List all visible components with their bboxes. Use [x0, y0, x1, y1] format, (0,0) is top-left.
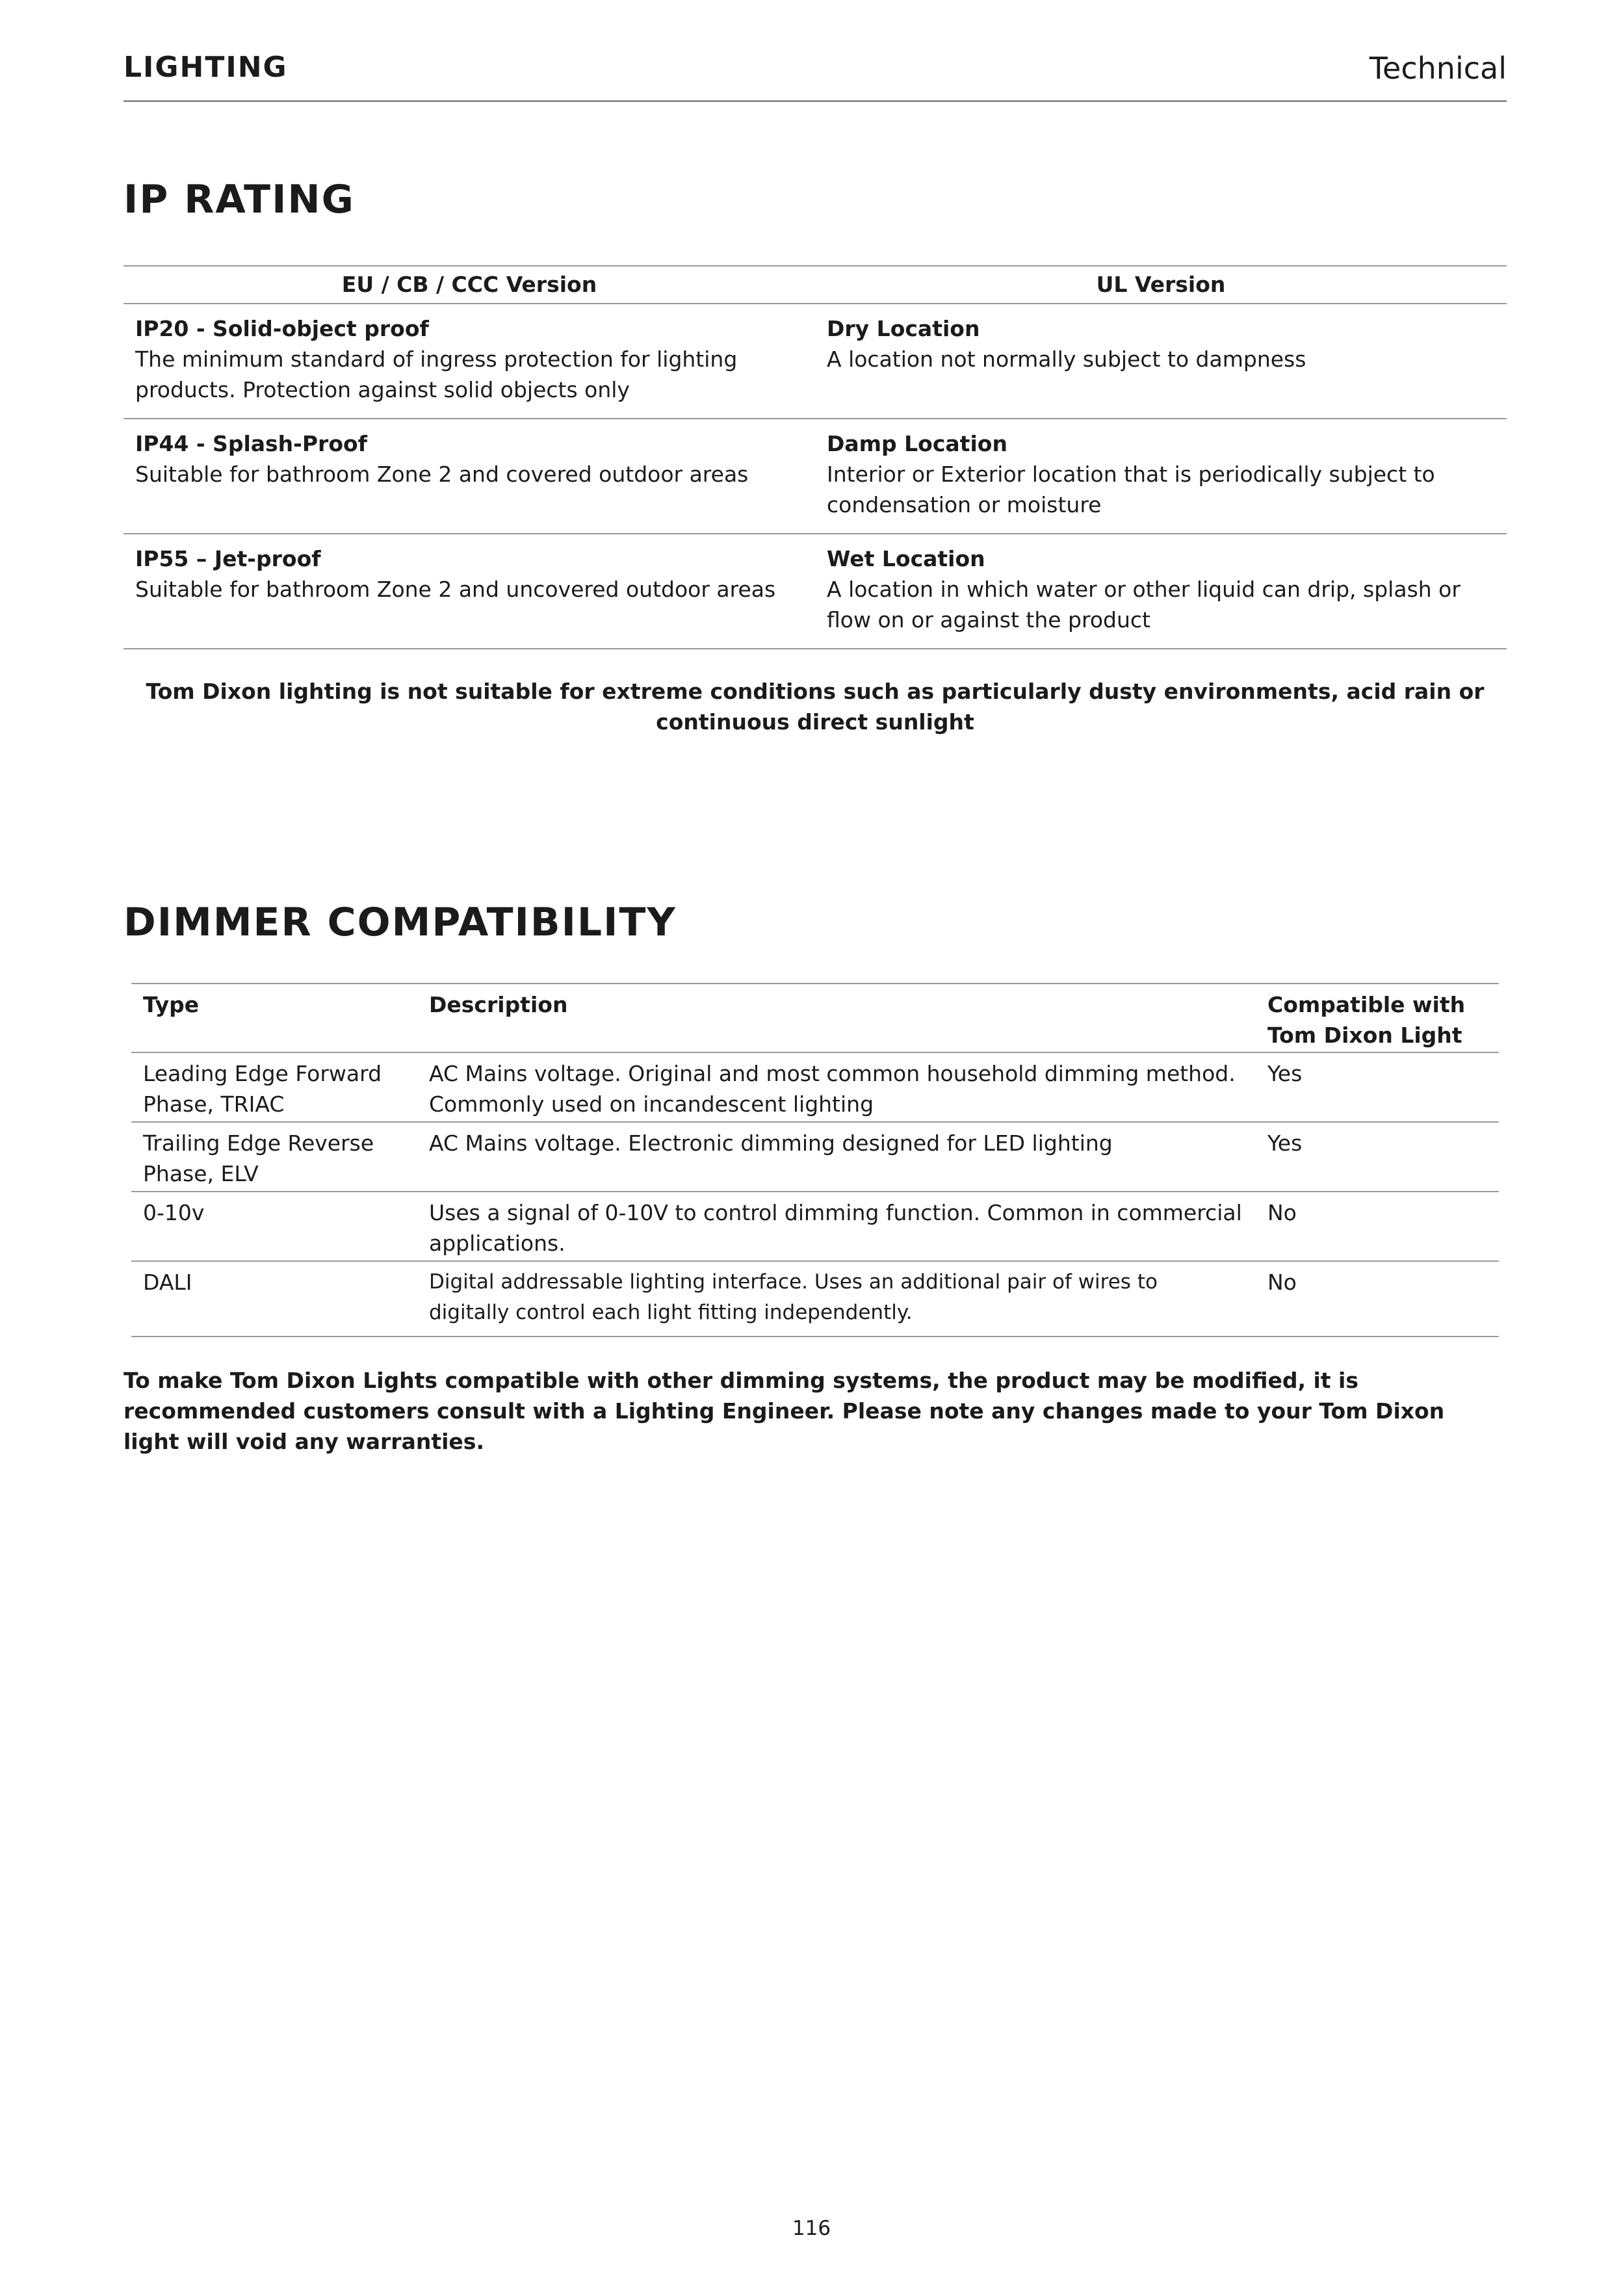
column-header-description: Description: [429, 992, 568, 1017]
page-number: 116: [792, 2217, 831, 2240]
table-row: [123, 534, 1507, 649]
ip-rating-title: IP RATING: [123, 177, 355, 222]
dimmer-table-header: [131, 984, 1499, 1053]
ip-table-header: [123, 267, 1507, 304]
table-row: [123, 304, 1507, 419]
type-cell: DALI: [143, 1270, 192, 1295]
compatible-cell: Yes: [1267, 1061, 1303, 1086]
compatible-cell: No: [1267, 1270, 1297, 1295]
description-cell: AC Mains voltage. Electronic dimming designed for LED lighting: [429, 1130, 1113, 1156]
compatible-cell: Yes: [1267, 1130, 1303, 1156]
description-cell: Digital addressable lighting interface. Uses an additional pair of wires to digitally control each light fitting independently.: [429, 1270, 1158, 1324]
description-cell: AC Mains voltage. Original and most common household dimming method. Commonly used on incandescent lighting: [429, 1061, 1236, 1117]
eu-description: The minimum standard of ingress protection for lighting products. Protection against solid objects only: [135, 346, 738, 402]
ul-title: Wet Location: [827, 546, 985, 571]
eu-title: IP55 – Jet-proof: [135, 546, 321, 571]
ul-cell: [815, 419, 1507, 533]
eu-description: Suitable for bathroom Zone 2 and covered outdoor areas: [135, 462, 749, 487]
dimmer-table: [131, 983, 1499, 1337]
ul-cell: [815, 304, 1507, 418]
eu-description: Suitable for bathroom Zone 2 and uncovered outdoor areas: [135, 577, 776, 602]
column-header-type: Type: [143, 992, 200, 1017]
ul-title: Dry Location: [827, 316, 980, 341]
section-label: LIGHTING: [123, 51, 288, 84]
dimmer-compatibility-title: DIMMER COMPATIBILITY: [123, 900, 677, 945]
column-header-eu: EU / CB / CCC Version: [341, 272, 597, 297]
category-label: Technical: [1369, 51, 1507, 86]
table-row: [123, 419, 1507, 534]
ul-title: Damp Location: [827, 431, 1007, 456]
dimmer-note: To make Tom Dixon Lights compatible with other dimming systems, the product may be modified, it is recommended customers consult with a Lighting Engineer. Please note any changes made to your Tom Dixon light will void any warranties.: [123, 1368, 1445, 1454]
compatible-cell: No: [1267, 1200, 1297, 1225]
description-cell: Uses a signal of 0-10V to control dimming function. Common in commercial applications.: [429, 1200, 1242, 1256]
type-cell: 0-10v: [143, 1200, 205, 1225]
ul-description: Interior or Exterior location that is periodically subject to condensation or moisture: [827, 462, 1435, 517]
ul-cell: [815, 534, 1507, 648]
table-row: [131, 1053, 1499, 1123]
eu-title: IP20 - Solid-object proof: [135, 316, 429, 341]
ul-description: A location not normally subject to dampness: [827, 346, 1306, 372]
column-header-ul: UL Version: [1096, 272, 1226, 297]
table-row: [131, 1192, 1499, 1262]
ip-rating-table: [123, 265, 1507, 649]
eu-cell: [123, 304, 815, 418]
page-header: [123, 51, 1507, 102]
ul-description: A location in which water or other liquid can drip, splash or flow on or against the product: [827, 577, 1461, 633]
type-cell: Leading Edge Forward Phase, TRIAC: [143, 1061, 382, 1117]
type-cell: Trailing Edge Reverse Phase, ELV: [143, 1130, 374, 1186]
eu-cell: [123, 534, 815, 648]
eu-cell: [123, 419, 815, 533]
eu-title: IP44 - Splash-Proof: [135, 431, 368, 456]
table-row: [131, 1123, 1499, 1192]
ip-rating-note: Tom Dixon lighting is not suitable for extreme conditions such as particularly dusty environments, acid rain or continuous direct sunlight: [146, 679, 1485, 735]
table-row: [131, 1262, 1499, 1337]
column-header-compatible: Compatible with Tom Dixon Light: [1267, 992, 1466, 1048]
